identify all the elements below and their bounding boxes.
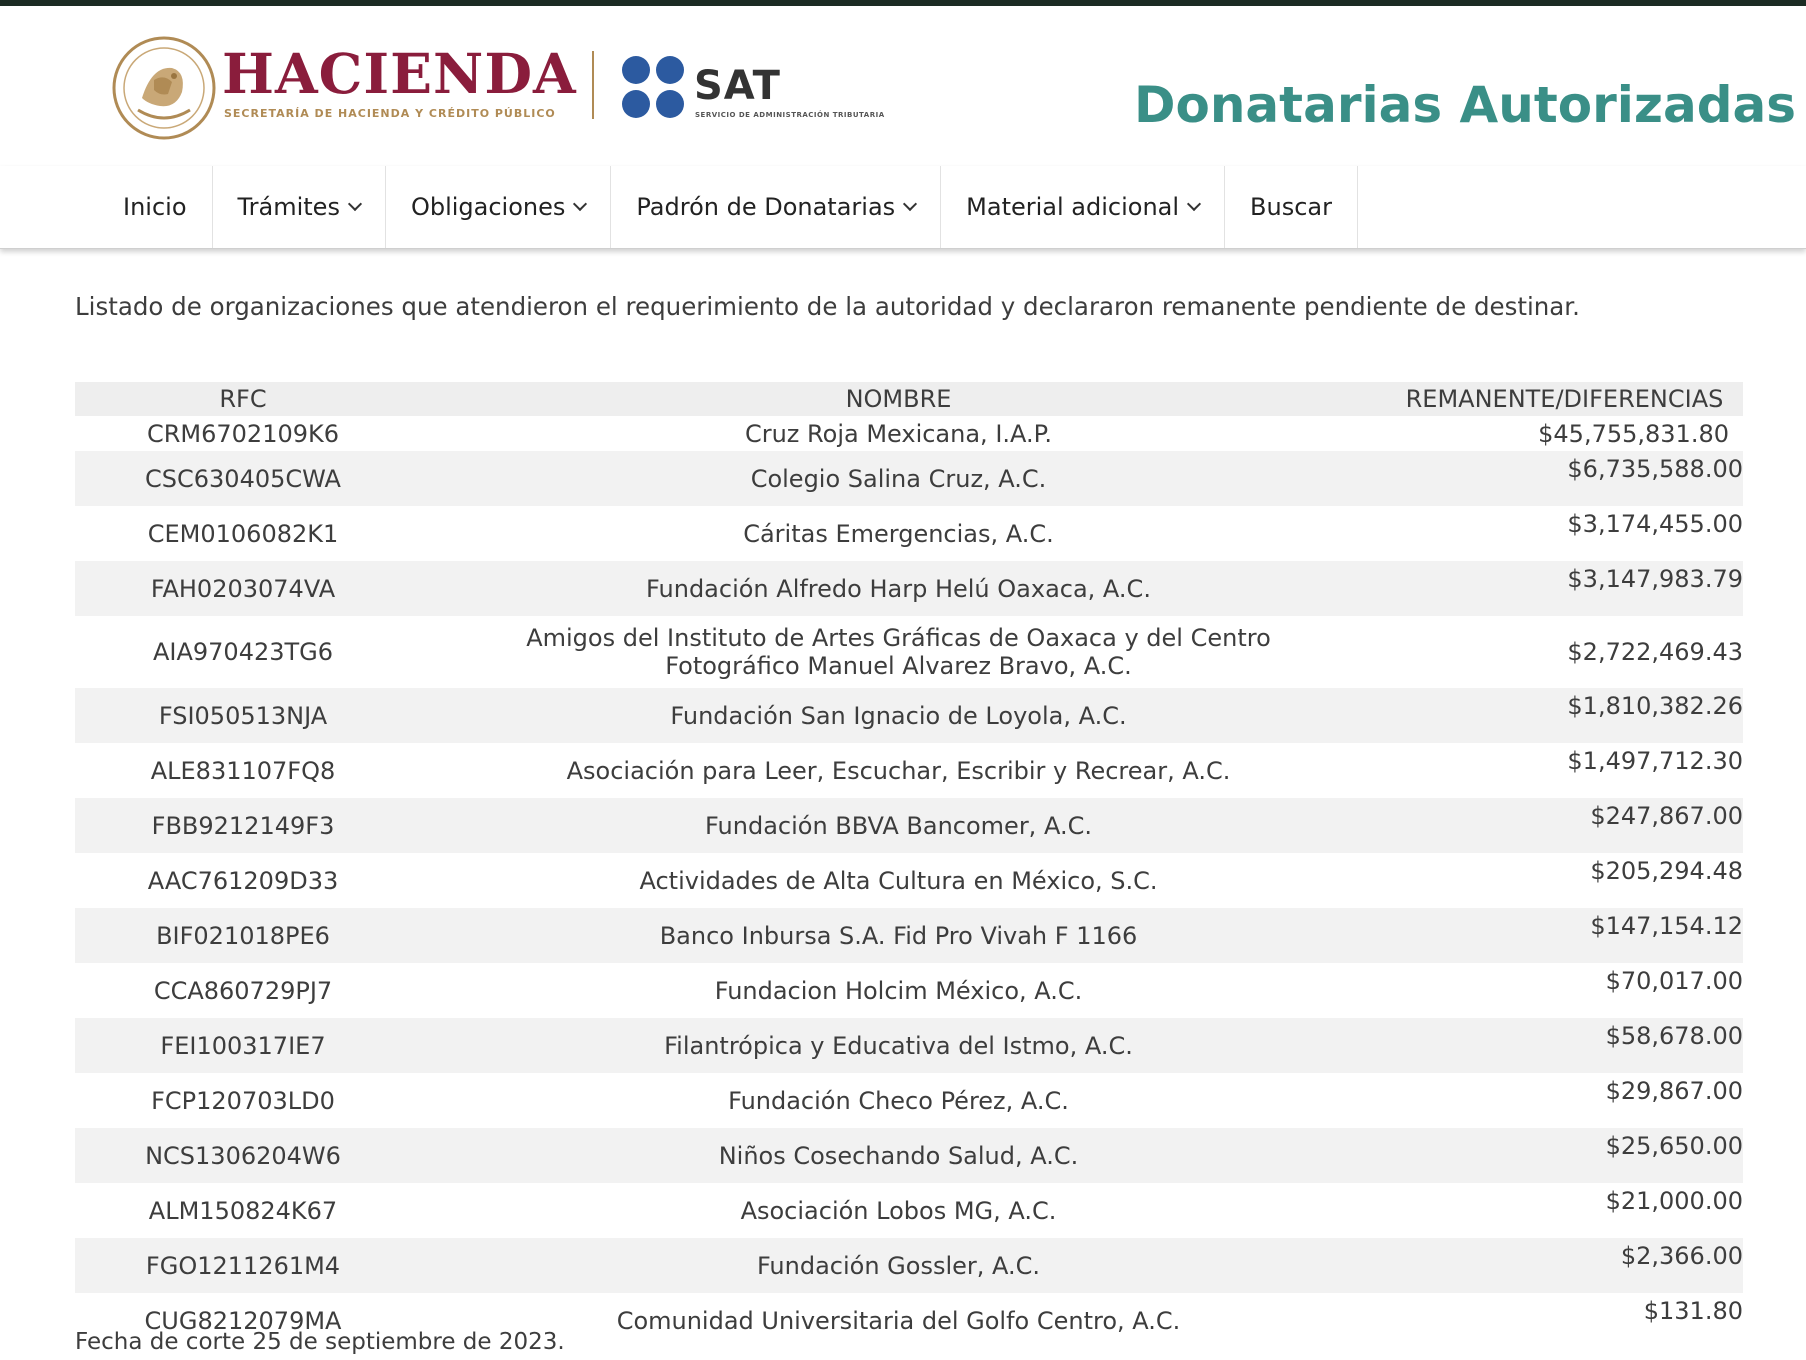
cell-nombre: Banco Inbursa S.A. Fid Pro Vivah F 1166 <box>659 921 1138 950</box>
cell-nombre <box>411 616 1386 688</box>
main-nav <box>0 166 1806 249</box>
cell-monto: $58,678.00 <box>1605 1022 1743 1050</box>
cell-rfc: FCP120703LD0 <box>151 1086 335 1115</box>
header-rfc: RFC <box>75 382 411 416</box>
table-row <box>75 963 1743 1018</box>
table-header-row <box>75 382 1743 416</box>
chevron-down-icon <box>903 197 917 211</box>
cell-nombre: Fundación Alfredo Harp Helú Oaxaca, A.C. <box>646 574 1151 603</box>
nav-item-label: Material adicional <box>966 193 1180 221</box>
nav-item-tramites[interactable] <box>213 166 386 248</box>
table-row <box>75 1183 1743 1238</box>
table-row <box>75 743 1743 798</box>
nav-item-label: Obligaciones <box>410 193 566 221</box>
table-row <box>75 688 1743 743</box>
cell-monto: $205,294.48 <box>1590 857 1743 885</box>
table-row <box>75 1018 1743 1073</box>
cell-nombre: Asociación Lobos MG, A.C. <box>740 1196 1057 1225</box>
cell-rfc: FAH0203074VA <box>150 574 336 603</box>
cell-rfc: NCS1306204W6 <box>145 1141 341 1170</box>
cell-monto: $2,366.00 <box>1620 1242 1743 1270</box>
cell-nombre: Fundación San Ignacio de Loyola, A.C. <box>670 701 1127 730</box>
nav-item-padron[interactable] <box>611 166 941 248</box>
cell-nombre: Actividades de Alta Cultura en México, S.C. <box>639 866 1158 895</box>
nav-item-inicio[interactable] <box>98 166 213 248</box>
cell-monto: $3,147,983.79 <box>1567 565 1743 593</box>
cell-nombre: Comunidad Universitaria del Golfo Centro, A.C. <box>616 1306 1181 1335</box>
header-remanente: REMANENTE/DIFERENCIAS <box>1386 382 1743 416</box>
nav-item-obligaciones[interactable] <box>386 166 611 248</box>
cell-rfc: FEI100317IE7 <box>160 1031 326 1060</box>
cell-nombre: Colegio Salina Cruz, A.C. <box>750 464 1047 493</box>
cell-rfc: CEM0106082K1 <box>147 519 339 548</box>
cell-monto: $45,755,831.80 <box>1538 419 1729 448</box>
table-row <box>75 561 1743 616</box>
table-row <box>75 1073 1743 1128</box>
cell-nombre: Cruz Roja Mexicana, I.A.P. <box>744 419 1053 448</box>
nav-item-material[interactable] <box>941 166 1225 248</box>
table-row <box>75 616 1743 688</box>
header-nombre: NOMBRE <box>411 382 1386 416</box>
nav-item-buscar[interactable] <box>1225 166 1358 248</box>
cell-rfc: CCA860729PJ7 <box>153 976 333 1005</box>
cell-nombre: Fundación BBVA Bancomer, A.C. <box>705 811 1092 840</box>
cell-nombre-line2: Fotográfico Manuel Alvarez Bravo, A.C. <box>665 652 1132 680</box>
cell-rfc: BIF021018PE6 <box>156 921 330 950</box>
cutoff-date-note: Fecha de corte 25 de septiembre de 2023. <box>75 1329 565 1355</box>
site-title[interactable]: Donatarias Autorizadas <box>1133 76 1796 134</box>
nav-item-label: Trámites <box>237 193 340 221</box>
cell-nombre: Asociación para Leer, Escuchar, Escribir y Recrear, A.C. <box>566 756 1231 785</box>
nav-item-label: Padrón de Donatarias <box>636 193 896 221</box>
cell-nombre-line1: Amigos del Instituto de Artes Gráficas de Oaxaca y del Centro <box>526 624 1271 652</box>
table-row <box>75 908 1743 963</box>
table-row <box>75 506 1743 561</box>
cell-rfc: AIA970423TG6 <box>152 638 334 666</box>
logo-divider <box>592 51 594 119</box>
cell-monto: $25,650.00 <box>1605 1132 1743 1160</box>
mexico-seal-icon[interactable] <box>112 36 216 140</box>
cell-rfc: FSI050513NJA <box>158 701 328 730</box>
chevron-down-icon <box>1187 197 1201 211</box>
cell-monto: $6,735,588.00 <box>1567 455 1743 483</box>
cell-rfc: FBB9212149F3 <box>151 811 335 840</box>
site-header <box>0 6 1806 166</box>
cell-nombre: Cáritas Emergencias, A.C. <box>743 519 1054 548</box>
cell-monto: $247,867.00 <box>1590 802 1743 830</box>
cell-rfc: ALE831107FQ8 <box>150 756 336 785</box>
sat-subtitle: SERVICIO DE ADMINISTRACIÓN TRIBUTARIA <box>695 111 885 119</box>
table-row <box>75 1238 1743 1293</box>
cell-monto: $21,000.00 <box>1605 1187 1743 1215</box>
cell-nombre: Fundación Checo Pérez, A.C. <box>728 1086 1069 1115</box>
sat-logo-icon[interactable] <box>620 54 686 120</box>
intro-text: Listado de organizaciones que atendieron el requerimiento de la autoridad y declararon remanente pendiente de destinar. <box>75 292 1580 321</box>
cell-nombre: Fundacion Holcim México, A.C. <box>714 976 1083 1005</box>
cell-monto: $1,497,712.30 <box>1567 747 1743 775</box>
table-row <box>75 798 1743 853</box>
cell-rfc: AAC761209D33 <box>147 866 339 895</box>
cell-rfc: FGO1211261M4 <box>145 1251 341 1280</box>
cell-monto: $1,810,382.26 <box>1567 692 1743 720</box>
cell-monto: $29,867.00 <box>1605 1077 1743 1105</box>
cell-nombre: Filantrópica y Educativa del Istmo, A.C. <box>664 1031 1133 1060</box>
hacienda-subtitle: SECRETARÍA DE HACIENDA Y CRÉDITO PÚBLICO <box>224 107 556 120</box>
cell-rfc: ALM150824K67 <box>148 1196 338 1225</box>
cell-rfc: CRM6702109K6 <box>146 419 340 448</box>
cell-monto: $2,722,469.43 <box>1567 638 1743 666</box>
table-row <box>75 451 1743 506</box>
chevron-down-icon <box>573 197 587 211</box>
cell-monto: $147,154.12 <box>1590 912 1743 940</box>
table-row <box>75 416 1743 451</box>
table-row <box>75 853 1743 908</box>
cell-monto: $70,017.00 <box>1605 967 1743 995</box>
cell-nombre: Niños Cosechando Salud, A.C. <box>718 1141 1079 1170</box>
hacienda-name[interactable]: HACIENDA <box>222 41 577 106</box>
sat-name[interactable]: SAT <box>694 63 781 109</box>
cell-rfc: CUG8212079MA <box>144 1306 342 1335</box>
cell-rfc: CSC630405CWA <box>145 464 341 493</box>
table-row <box>75 1128 1743 1183</box>
donatarias-table <box>75 382 1743 1348</box>
cell-monto: $3,174,455.00 <box>1567 510 1743 538</box>
chevron-down-icon <box>348 197 362 211</box>
cell-nombre: Fundación Gossler, A.C. <box>756 1251 1041 1280</box>
cell-monto: $131.80 <box>1643 1297 1743 1325</box>
nav-item-label: Inicio <box>123 193 187 221</box>
nav-item-label: Buscar <box>1250 193 1332 221</box>
